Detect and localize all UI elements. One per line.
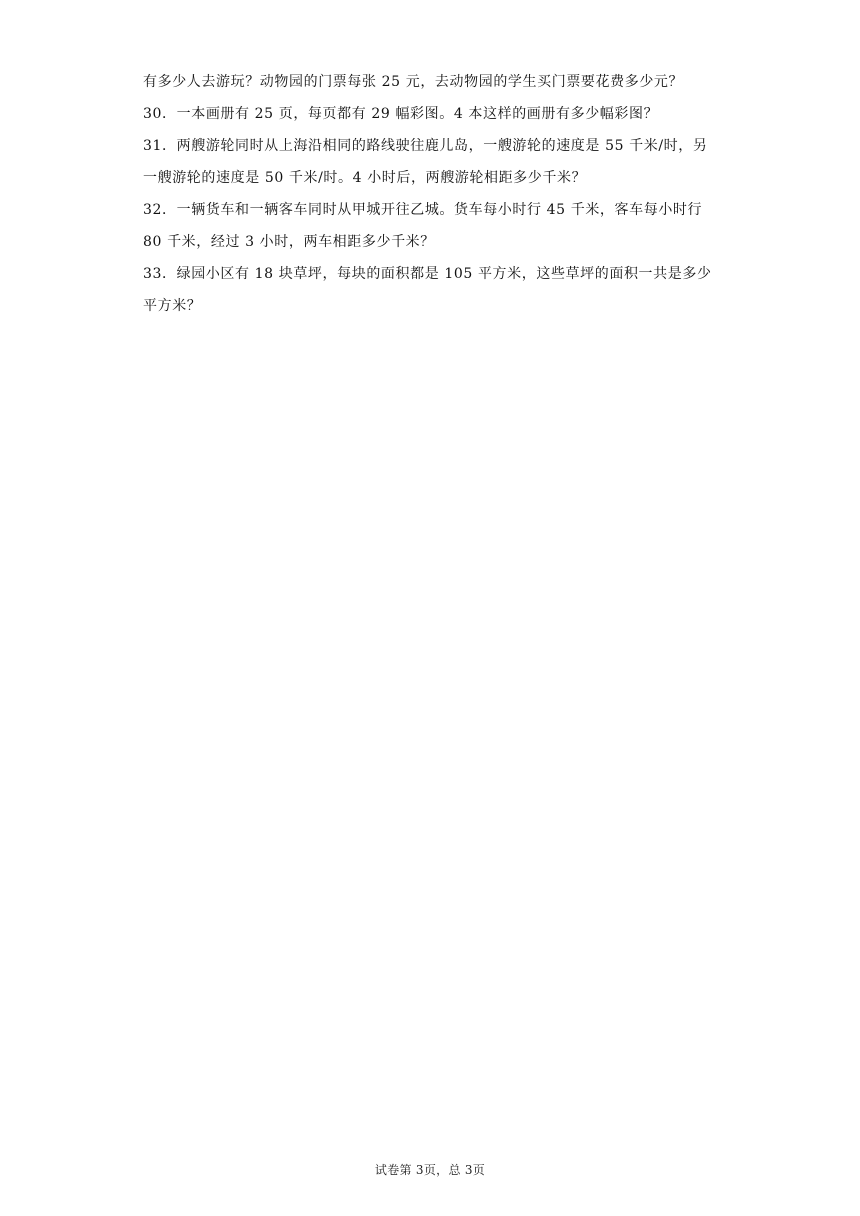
question-32-line-1: 32．一辆货车和一辆客车同时从甲城开往乙城。货车每小时行 45 千米，客车每小时行 — [143, 202, 703, 218]
question-33-line-1: 33．绿园小区有 18 块草坪，每块的面积都是 105 平方米，这些草坪的面积一共是多少 — [143, 266, 712, 282]
question-32-line-2: 80 千米，经过 3 小时，两车相距多少千米？ — [143, 234, 435, 250]
question-31-line-2: 一艘游轮的速度是 50 千米/时。4 小时后，两艘游轮相距多少千米？ — [143, 170, 587, 186]
page-footer: 试卷第 3页，总 3页 — [374, 1163, 486, 1177]
question-29-continuation: 有多少人去游玩？动物园的门票每张 25 元，去动物园的学生买门票要花费多少元？ — [143, 74, 684, 90]
question-30: 30．一本画册有 25 页，每页都有 29 幅彩图。4 本这样的画册有多少幅彩图？ — [143, 106, 659, 122]
question-text-block — [143, 66, 723, 322]
question-31-line-1: 31．两艘游轮同时从上海沿相同的路线驶往鹿儿岛，一艘游轮的速度是 55 千米/时，另 — [143, 138, 708, 154]
question-33-line-2: 平方米？ — [143, 298, 202, 314]
